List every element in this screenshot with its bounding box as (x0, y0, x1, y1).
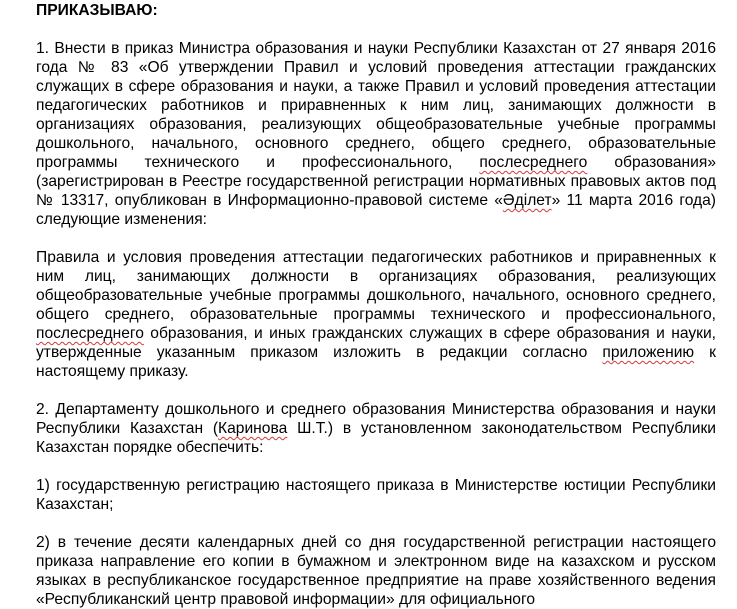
spellcheck-word: послесреднего (36, 325, 144, 342)
text-run: Правила и условия проведения аттестации педагогических работников и приравненных к ним лиц, занимающих должности в организациях образования, реализующих общеобразовательные учебные программы дошкольного, начального, основного среднего, общего среднего, образовательные программы технического и профессионального, (36, 249, 716, 323)
document-page (36, 0, 716, 609)
spellcheck-word: Каринова (218, 420, 288, 437)
text-run: образования, и иных гражданских служащих в сфере образования и науки, утвержденные указанным приказом изложить в редакции согласно (36, 325, 716, 361)
blank-line (36, 457, 716, 476)
text-run: » 11 марта 2016 года) следующие изменения: (36, 192, 716, 228)
paragraph-rules-text (36, 248, 716, 381)
text-run: Ш.Т.) в установленном законодательством Республики Казахстан порядке обеспечить: (36, 420, 716, 456)
order-heading: ПРИКАЗЫВАЮ: (36, 2, 158, 19)
blank-line (36, 381, 716, 400)
spellcheck-word: послесреднего (479, 154, 588, 171)
text-run: 2. Департаменту дошкольного и среднего образования Министерства образования и науки Республики Казахстан ( (36, 401, 716, 437)
text-run: к настоящему приказу. (36, 344, 716, 380)
paragraph-item-1 (36, 39, 716, 229)
blank-line (36, 514, 716, 533)
text-run: 1. Внести в приказ Министра образования и науки Республики Казахстан от 27 января 2016 года № 83 «Об утверждении Правил и условий проведения аттестации гражданских служащих в сфере образования и науки, а также Правил и условий проведения аттестации педагогических работников и приравненных к ним лиц, занимающих должности в организациях образования, реализующих общеобразовательные учебные программы дошкольного, начального, основного среднего, общего среднего, образовательные программы технического и профессионального, (36, 40, 716, 171)
blank-line (36, 20, 716, 39)
blank-line (36, 229, 716, 248)
spellcheck-word: приложению (602, 344, 695, 361)
paragraph-item-2 (36, 400, 716, 457)
spellcheck-word: Әділет (502, 192, 552, 209)
paragraph-subitem-1: 1) государственную регистрацию настоящего приказа в Министерстве юстиции Республики Казахстан; (36, 477, 716, 513)
text-run: образования» (зарегистрирован в Реестре государственной регистрации нормативных правовых актов под № 13317, опубликован в Информационно-правовой системе « (36, 154, 716, 209)
paragraph-subitem-2: 2) в течение десяти календарных дней со дня государственной регистрации настоящего приказа направление его копии в бумажном и электронном виде на казахском и русском языках в республиканское государственное предприятие на праве хозяйственного ведения «Республиканский центр правовой информации» для официального (36, 534, 716, 608)
